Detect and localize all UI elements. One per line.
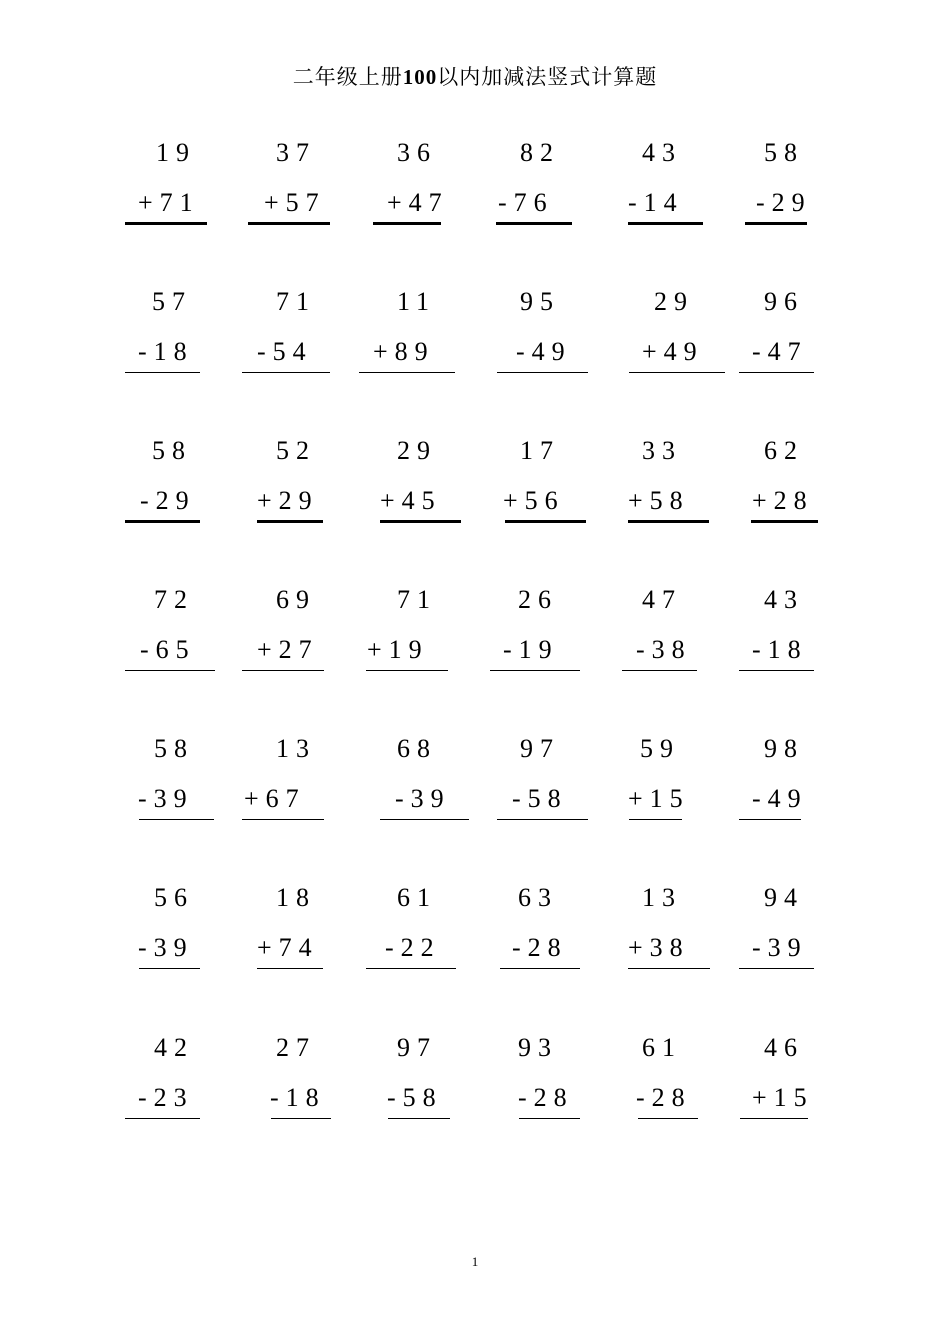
answer-line bbox=[139, 819, 214, 820]
problem-top-number: 82 bbox=[520, 138, 560, 167]
problem-top-number: 97 bbox=[520, 734, 560, 763]
problem-bottom-operand: -38 bbox=[636, 635, 692, 664]
problem-3-5 bbox=[630, 435, 750, 535]
problem-5-1 bbox=[140, 733, 260, 833]
problem-1-6 bbox=[752, 137, 872, 237]
answer-line bbox=[242, 819, 324, 820]
problem-bottom-operand: +29 bbox=[257, 486, 319, 515]
problem-bottom-operand: +19 bbox=[367, 635, 429, 664]
problem-4-3 bbox=[367, 584, 505, 684]
problem-3-3 bbox=[380, 435, 505, 535]
problem-bottom-operand: -14 bbox=[628, 188, 684, 217]
problem-top-number: 71 bbox=[276, 287, 316, 316]
answer-line bbox=[257, 520, 323, 523]
answer-line bbox=[380, 520, 461, 523]
page-title bbox=[0, 62, 950, 92]
problem-top-number: 93 bbox=[518, 1033, 558, 1062]
answer-line bbox=[740, 1118, 808, 1119]
answer-line bbox=[500, 968, 580, 969]
answer-line bbox=[638, 1118, 698, 1119]
problem-bottom-operand: +45 bbox=[380, 486, 442, 515]
problem-top-number: 29 bbox=[397, 436, 437, 465]
title-number: 100 bbox=[402, 65, 438, 89]
problem-6-2 bbox=[257, 882, 382, 982]
page-number: 1 bbox=[471, 1254, 479, 1269]
problem-bottom-operand: -58 bbox=[387, 1083, 443, 1112]
problem-top-number: 61 bbox=[397, 883, 437, 912]
problem-top-number: 36 bbox=[397, 138, 437, 167]
problem-3-2 bbox=[257, 435, 382, 535]
problem-top-number: 68 bbox=[397, 734, 437, 763]
problem-1-4 bbox=[498, 137, 628, 237]
problem-6-1 bbox=[140, 882, 260, 982]
problem-3-1 bbox=[140, 435, 260, 535]
answer-line bbox=[271, 1118, 331, 1119]
problem-7-1 bbox=[140, 1032, 260, 1132]
answer-line bbox=[496, 222, 572, 225]
problem-4-6 bbox=[752, 584, 872, 684]
problem-7-4 bbox=[508, 1032, 628, 1132]
problem-bottom-operand: -22 bbox=[385, 933, 441, 962]
answer-line bbox=[257, 968, 323, 969]
answer-line bbox=[125, 670, 215, 671]
answer-line bbox=[628, 222, 703, 225]
problem-bottom-operand: +74 bbox=[257, 933, 319, 962]
problem-1-1 bbox=[140, 137, 260, 237]
problem-2-5 bbox=[630, 286, 750, 386]
problem-bottom-operand: -28 bbox=[636, 1083, 692, 1112]
problem-5-6 bbox=[752, 733, 872, 833]
problem-top-number: 97 bbox=[397, 1033, 437, 1062]
answer-line bbox=[629, 372, 725, 373]
problem-top-number: 42 bbox=[154, 1033, 194, 1062]
problem-bottom-operand: -49 bbox=[516, 337, 572, 366]
problem-bottom-operand: +56 bbox=[503, 486, 565, 515]
problem-top-number: 59 bbox=[640, 734, 680, 763]
problem-2-2 bbox=[257, 286, 382, 386]
problem-top-number: 98 bbox=[764, 734, 804, 763]
problem-bottom-operand: -39 bbox=[138, 933, 194, 962]
problem-bottom-operand: -47 bbox=[752, 337, 808, 366]
problem-top-number: 63 bbox=[518, 883, 558, 912]
answer-line bbox=[497, 819, 588, 820]
problem-bottom-operand: +58 bbox=[628, 486, 690, 515]
problem-top-number: 72 bbox=[154, 585, 194, 614]
problem-top-number: 33 bbox=[642, 436, 682, 465]
problem-bottom-operand: +47 bbox=[387, 188, 449, 217]
answer-line bbox=[139, 968, 200, 969]
answer-line bbox=[497, 372, 588, 373]
problem-top-number: 37 bbox=[276, 138, 316, 167]
answer-line bbox=[242, 670, 324, 671]
answer-line bbox=[388, 1118, 450, 1119]
answer-line bbox=[125, 1118, 200, 1119]
problem-bottom-operand: -39 bbox=[752, 933, 808, 962]
problem-bottom-operand: -28 bbox=[512, 933, 568, 962]
problem-3-4 bbox=[503, 435, 628, 535]
problem-top-number: 58 bbox=[764, 138, 804, 167]
problem-top-number: 69 bbox=[276, 585, 316, 614]
problem-top-number: 11 bbox=[397, 287, 437, 316]
problem-5-2 bbox=[244, 733, 382, 833]
problem-1-5 bbox=[630, 137, 750, 237]
problem-4-4 bbox=[503, 584, 628, 684]
problem-2-6 bbox=[752, 286, 872, 386]
answer-line bbox=[629, 819, 682, 820]
answer-line bbox=[373, 222, 441, 225]
problem-6-6 bbox=[752, 882, 872, 982]
title-suffix: 以内加减法竖式计算题 bbox=[437, 65, 658, 89]
problem-bottom-operand: -58 bbox=[512, 784, 568, 813]
problem-bottom-operand: +57 bbox=[264, 188, 326, 217]
problem-top-number: 29 bbox=[654, 287, 694, 316]
problem-2-1 bbox=[140, 286, 260, 386]
answer-line bbox=[628, 520, 709, 523]
problem-top-number: 46 bbox=[764, 1033, 804, 1062]
problem-top-number: 18 bbox=[276, 883, 316, 912]
problem-bottom-operand: +27 bbox=[257, 635, 319, 664]
problem-4-5 bbox=[630, 584, 750, 684]
answer-line bbox=[380, 819, 469, 820]
problem-top-number: 43 bbox=[764, 585, 804, 614]
problem-bottom-operand: -49 bbox=[752, 784, 808, 813]
answer-line bbox=[745, 222, 807, 225]
problem-bottom-operand: -29 bbox=[140, 486, 196, 515]
problem-top-number: 47 bbox=[642, 585, 682, 614]
answer-line bbox=[739, 819, 801, 820]
answer-line bbox=[739, 670, 814, 671]
answer-line bbox=[622, 670, 697, 671]
problem-bottom-operand: -54 bbox=[257, 337, 313, 366]
problem-bottom-operand: -28 bbox=[518, 1083, 574, 1112]
problem-bottom-operand: -65 bbox=[140, 635, 196, 664]
problem-top-number: 13 bbox=[642, 883, 682, 912]
problem-top-number: 58 bbox=[152, 436, 192, 465]
problem-5-4 bbox=[508, 733, 628, 833]
answer-line bbox=[519, 1118, 580, 1119]
answer-line bbox=[125, 520, 200, 523]
answer-line bbox=[366, 968, 456, 969]
problem-bottom-operand: -39 bbox=[395, 784, 451, 813]
problem-bottom-operand: +38 bbox=[628, 933, 690, 962]
answer-line bbox=[248, 222, 330, 225]
problem-top-number: 17 bbox=[520, 436, 560, 465]
problem-top-number: 95 bbox=[520, 287, 560, 316]
problem-5-5 bbox=[630, 733, 750, 833]
problem-bottom-operand: +49 bbox=[642, 337, 704, 366]
problem-bottom-operand: +15 bbox=[628, 784, 690, 813]
problem-top-number: 94 bbox=[764, 883, 804, 912]
problem-top-number: 43 bbox=[642, 138, 682, 167]
problem-top-number: 58 bbox=[154, 734, 194, 763]
problem-top-number: 26 bbox=[518, 585, 558, 614]
problem-4-1 bbox=[140, 584, 260, 684]
answer-line bbox=[125, 372, 200, 373]
answer-line bbox=[505, 520, 586, 523]
problem-top-number: 56 bbox=[154, 883, 194, 912]
answer-line bbox=[125, 222, 207, 225]
problem-bottom-operand: -18 bbox=[752, 635, 808, 664]
problem-1-2 bbox=[262, 137, 382, 237]
problem-top-number: 71 bbox=[397, 585, 437, 614]
problem-bottom-operand: -19 bbox=[503, 635, 559, 664]
problem-bottom-operand: +28 bbox=[752, 486, 814, 515]
problem-6-5 bbox=[630, 882, 750, 982]
problem-bottom-operand: -29 bbox=[756, 188, 812, 217]
problem-top-number: 13 bbox=[276, 734, 316, 763]
problem-bottom-operand: -18 bbox=[138, 337, 194, 366]
answer-line bbox=[242, 372, 330, 373]
problem-bottom-operand: +15 bbox=[752, 1083, 814, 1112]
problem-5-3 bbox=[385, 733, 505, 833]
problem-top-number: 27 bbox=[276, 1033, 316, 1062]
answer-line bbox=[739, 372, 814, 373]
problem-bottom-operand: -76 bbox=[498, 188, 554, 217]
problem-bottom-operand: -23 bbox=[138, 1083, 194, 1112]
answer-line bbox=[628, 968, 710, 969]
problem-top-number: 57 bbox=[152, 287, 192, 316]
problem-bottom-operand: +67 bbox=[244, 784, 306, 813]
answer-line bbox=[366, 670, 448, 671]
problem-bottom-operand: -18 bbox=[270, 1083, 326, 1112]
problem-2-3 bbox=[373, 286, 505, 386]
title-prefix: 二年级上册 bbox=[292, 65, 403, 89]
problem-4-2 bbox=[257, 584, 382, 684]
problem-7-5 bbox=[630, 1032, 750, 1132]
problem-6-3 bbox=[385, 882, 505, 982]
problem-3-6 bbox=[752, 435, 872, 535]
problem-7-2 bbox=[262, 1032, 382, 1132]
problem-6-4 bbox=[508, 882, 628, 982]
problem-top-number: 61 bbox=[642, 1033, 682, 1062]
problem-top-number: 52 bbox=[276, 436, 316, 465]
problem-7-3 bbox=[385, 1032, 505, 1132]
problem-1-3 bbox=[385, 137, 505, 237]
problem-bottom-operand: -39 bbox=[138, 784, 194, 813]
problem-2-4 bbox=[508, 286, 628, 386]
answer-line bbox=[490, 670, 580, 671]
problem-7-6 bbox=[752, 1032, 872, 1132]
problem-bottom-operand: +89 bbox=[373, 337, 435, 366]
answer-line bbox=[751, 520, 818, 523]
problem-top-number: 19 bbox=[156, 138, 196, 167]
answer-line bbox=[359, 372, 455, 373]
problem-top-number: 62 bbox=[764, 436, 804, 465]
problem-bottom-operand: +71 bbox=[138, 188, 200, 217]
answer-line bbox=[739, 968, 814, 969]
problem-top-number: 96 bbox=[764, 287, 804, 316]
